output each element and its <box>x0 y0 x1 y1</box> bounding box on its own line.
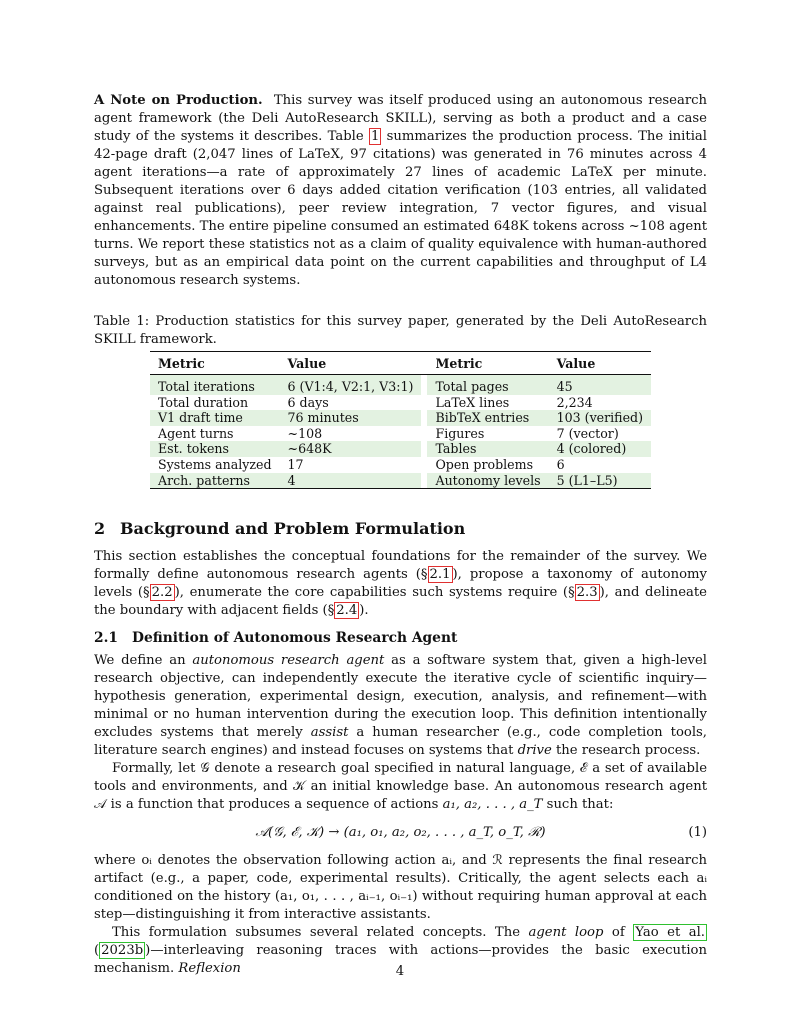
production-stats-table <box>150 351 651 489</box>
table-cell: 4 (colored) <box>549 441 651 457</box>
table-cell: Systems analyzed <box>157 456 272 472</box>
production-note-heading: A Note on Production. <box>94 93 263 108</box>
table-cell: V1 draft time <box>150 410 280 426</box>
section-heading <box>94 519 707 538</box>
equation-1 <box>94 820 707 846</box>
table-reference-link[interactable]: 1 <box>370 129 380 144</box>
table-cell: 103 (verified) <box>549 410 651 426</box>
table-header-row <box>150 352 651 375</box>
intro-text: This section establishes the conceptual foundations for the remainder of the survey. We formally define autonomous research agents (§ <box>94 549 707 583</box>
table-row <box>150 375 651 395</box>
table-caption: Table 1: Production statistics for this survey paper, generated by the Deli AutoResearch SKILL framework. <box>94 314 707 347</box>
table-cell: BibTeX entries <box>427 410 548 426</box>
section-ref-2-1[interactable]: 2.1 <box>429 567 451 583</box>
body-text: ( <box>94 943 100 959</box>
citation-year-link[interactable]: 2023b <box>101 943 144 959</box>
table-header-cell: Value <box>549 352 651 375</box>
body-text: This formulation subsumes several related concepts. The <box>112 925 529 941</box>
body-text: as a software system that, given a high-level research objective, can independently execute the iterative cycle of scientific inquiry—hypothesis generation, experimental design, execution, analysis, and refinement—with minimal or no human intervention during the execution loop. This definition intentionally excludes systems that merely <box>94 653 708 741</box>
equation-body: 𝒜(𝒢, ℰ, 𝒦) → (a₁, o₁, a₂, o₂, . . . , a_T, o_T, ℛ) <box>255 825 546 841</box>
table-cell: LaTeX lines <box>435 394 510 410</box>
section-ref-2-3[interactable]: 2.3 <box>576 585 598 601</box>
subsection-number: 2.1 <box>94 630 119 647</box>
subsection-heading <box>94 630 707 646</box>
page-body <box>94 92 707 978</box>
emphasis-text: assist <box>310 725 349 741</box>
table-cell: 6 days <box>287 394 329 410</box>
section-title: Background and Problem Formulation <box>120 519 466 539</box>
table-row <box>150 410 651 426</box>
intro-text: ), enumerate the core capabilities such systems require (§ <box>174 585 575 601</box>
table-header-cell: Metric <box>427 352 548 375</box>
intro-text: ), propose a taxonomy of autonomy levels (§ <box>94 567 707 601</box>
table-cell: 2,234 <box>556 394 593 410</box>
citation-author-link[interactable]: Yao et al. <box>635 925 705 941</box>
section-intro-paragraph <box>94 548 707 620</box>
table-cell: Total duration <box>157 394 249 410</box>
observation-paragraph <box>94 852 707 924</box>
table-header-cell: Value <box>280 352 422 375</box>
section-ref-2-2[interactable]: 2.2 <box>151 585 173 601</box>
body-text: Formally, let 𝒢 denote a research goal specified in natural language, ℰ a set of available tools and environments, and 𝒦 an initial knowledge base. An autonomous research agent 𝒜 is a function that produces a sequence of actions <box>94 761 707 813</box>
table-cell: Total pages <box>427 375 548 395</box>
body-text: a human researcher (e.g., code completion tools, literature search engines) and instead focuses on systems that <box>94 725 707 759</box>
formal-paragraph <box>94 760 707 814</box>
equation-number: (1) <box>688 825 707 841</box>
intro-text: ). <box>359 603 369 619</box>
table-row <box>150 395 651 411</box>
math-inline: a₁, a₂, . . . , a_T <box>442 797 543 813</box>
production-note-text-cont: summarizes the production process. The initial 42-page draft (2,047 lines of LaTeX, 97 citations) was generated in 76 minutes across 4 agent iterations—a rate of approximately 27 lines of academic LaTeX per minute. Subsequent iterations over 6 days added citation verification (103 entries, all validated against real publications), peer review integration, 7 vector figures, and visual enhancements. The entire pipeline consumed an estimated 648K tokens across ~108 agent turns. We report these statistics not as a claim of quality equivalence with human-authored surveys, but as an empirical data point on the current capabilities and throughput of L4 autonomous research systems. <box>94 129 707 288</box>
table-cell: Open problems <box>435 456 534 472</box>
table-row <box>150 457 651 473</box>
body-text: We define an <box>94 653 193 669</box>
table-cell: 7 (vector) <box>556 425 619 441</box>
table-cell: 5 (L1–L5) <box>549 473 651 489</box>
table-cell: Tables <box>427 441 548 457</box>
production-note-text: This survey was itself produced using an autonomous research agent framework (the Deli AutoResearch SKILL), serving as both a product and a case study of the systems it describes. Table <box>94 93 708 144</box>
definition-paragraph <box>94 652 707 760</box>
table-header-cell: Metric <box>150 352 280 375</box>
table-row <box>150 441 651 457</box>
section-number: 2 <box>94 519 106 539</box>
emphasis-text: agent loop <box>528 925 604 941</box>
emphasis-text: autonomous research agent <box>192 653 385 669</box>
page-number: 4 <box>395 964 405 979</box>
production-note-paragraph <box>94 92 707 290</box>
table-cell: 17 <box>287 456 304 472</box>
emphasis-text: Reflexion <box>178 961 241 977</box>
table-cell: Agent turns <box>157 425 234 441</box>
body-text: where oᵢ denotes the observation following action aᵢ, and ℛ represents the final research artifact (e.g., a paper, code, experimental results). Critically, the agent selects each aᵢ conditioned on the history (a₁, o₁, . . . , aᵢ₋₁, oᵢ₋₁) without requiring human approval at each step—distinguishing it from interactive assistants. <box>94 853 707 923</box>
table-cell: 6 <box>556 456 565 472</box>
emphasis-text: drive <box>517 743 552 759</box>
body-text: )—interleaving reasoning traces with actions—provides the basic execution mechanism. <box>94 943 707 977</box>
table-cell: ~648K <box>280 441 422 457</box>
body-text: of <box>603 925 634 941</box>
table-cell: Figures <box>435 425 485 441</box>
table-cell: ~108 <box>287 425 323 441</box>
intro-text: ), and delineate the boundary with adjacent fields (§ <box>94 585 707 619</box>
table-cell: 4 <box>280 473 422 489</box>
body-text: such that: <box>542 797 614 813</box>
table-cell: Autonomy levels <box>427 473 548 489</box>
table-cell: Total iterations <box>150 375 280 395</box>
table-row <box>150 473 651 489</box>
section-ref-2-4[interactable]: 2.4 <box>336 603 358 619</box>
table-cell: 45 <box>549 375 651 395</box>
body-text: the research process. <box>551 743 701 759</box>
table-cell: Arch. patterns <box>150 473 280 489</box>
subsection-title: Definition of Autonomous Research Agent <box>132 630 458 647</box>
table-row <box>150 426 651 442</box>
table-cell: Est. tokens <box>150 441 280 457</box>
table-cell: 6 (V1:4, V2:1, V3:1) <box>280 375 422 395</box>
table-cell: 76 minutes <box>280 410 422 426</box>
